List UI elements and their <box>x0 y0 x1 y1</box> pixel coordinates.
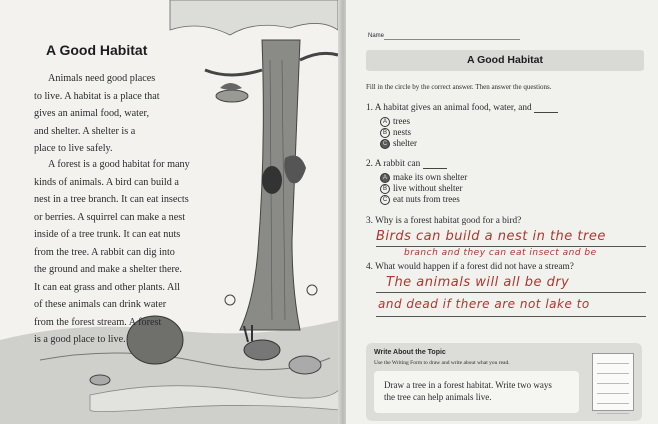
paragraph-intro <box>34 70 224 158</box>
answer-bubble[interactable]: C <box>380 195 390 205</box>
question-4: 4. What would happen if a forest did not have a stream? <box>366 262 574 272</box>
tree-foliage <box>170 0 338 35</box>
answer-bubble[interactable]: B <box>380 128 390 138</box>
answer-bubble[interactable]: B <box>380 184 390 194</box>
name-field-line[interactable] <box>384 39 520 40</box>
question-text: 2. A rabbit can <box>366 159 421 169</box>
write-box-title: Write About the Topic <box>374 349 446 356</box>
answer-blank <box>423 168 447 169</box>
text-line: of these animals can drink water <box>34 299 167 310</box>
paragraph-forest <box>34 156 224 349</box>
handwritten-answer: branch and they can eat insect and be <box>404 248 597 258</box>
text-line: is a good place to live. <box>34 334 126 345</box>
text-line: Animals need good places <box>48 73 156 84</box>
text-line: nest in a tree branch. It can eat insects <box>34 194 189 205</box>
writing-form-thumbnail <box>592 353 634 411</box>
prompt-line: Draw a tree in a forest habitat. Write two ways <box>384 380 552 390</box>
text-line: to live. A habitat is a place that <box>34 90 160 102</box>
rock <box>289 356 321 374</box>
text-line: place to live safely. <box>34 143 113 154</box>
write-about-topic-box <box>366 343 642 421</box>
q1-option-c[interactable] <box>380 138 417 149</box>
answer-bubble-filled[interactable]: A <box>380 173 390 183</box>
option-label: live without shelter <box>393 183 463 193</box>
text-line: It can eat grass and other plants. All <box>34 281 180 293</box>
text-line: or berries. A squirrel can make a nest <box>34 211 186 223</box>
question-2 <box>366 159 447 169</box>
text-line: gives an animal food, water, <box>34 108 150 119</box>
answer-blank <box>534 112 558 113</box>
text-line: inside of a tree trunk. It can eat nuts <box>34 229 181 240</box>
text-line: and shelter. A shelter is a <box>34 125 136 137</box>
q1-option-b[interactable] <box>380 127 411 138</box>
left-page-title: A Good Habitat <box>46 42 148 58</box>
q2-option-c[interactable] <box>380 194 460 205</box>
question-text: 1. A habitat gives an animal food, water, and <box>366 103 532 113</box>
question-1 <box>366 103 558 113</box>
worksheet-title: A Good Habitat <box>366 50 644 71</box>
q2-option-a[interactable] <box>380 172 467 183</box>
option-label: make its own shelter <box>393 172 468 182</box>
option-label: eat nuts from trees <box>393 194 460 204</box>
flower <box>225 295 235 305</box>
text-line: kinds of animals. A bird can build a <box>34 176 179 188</box>
option-label: nests <box>393 127 411 137</box>
instructions: Fill in the circle by the correct answer. Then answer the questions. <box>366 83 552 91</box>
text-line: the ground and make a shelter there. <box>34 264 182 275</box>
answer-bubble[interactable]: A <box>380 117 390 127</box>
handwritten-answer: The animals will all be dry <box>386 275 570 290</box>
q2-option-b[interactable] <box>380 183 463 194</box>
text-line: from the tree. A rabbit can dig into <box>34 246 175 258</box>
prompt-line: the tree can help animals live. <box>384 392 492 402</box>
text-line: from the forest stream. A forest <box>34 316 162 328</box>
text-line: A forest is a good habitat for many <box>48 159 190 170</box>
answer-line[interactable] <box>376 292 646 293</box>
question-3: 3. Why is a forest habitat good for a bird? <box>366 216 522 226</box>
handwritten-answer: and dead if there are not lake to <box>378 297 590 311</box>
write-prompt <box>384 379 552 403</box>
option-label: trees <box>393 116 410 126</box>
right-page <box>346 0 658 424</box>
answer-line[interactable] <box>376 246 646 247</box>
rabbit <box>244 340 280 360</box>
name-label: Name <box>368 33 385 39</box>
write-box-subtitle: Use the Writing Form to draw and write about what you read. <box>374 360 510 366</box>
option-label: shelter <box>393 138 417 148</box>
trunk-hole <box>262 166 282 194</box>
answer-bubble-filled[interactable]: C <box>380 139 390 149</box>
write-prompt-panel <box>374 371 579 413</box>
q1-option-a[interactable] <box>380 116 410 127</box>
answer-line[interactable] <box>376 316 646 317</box>
handwritten-answer: Birds can build a nest in the tree <box>376 229 606 244</box>
